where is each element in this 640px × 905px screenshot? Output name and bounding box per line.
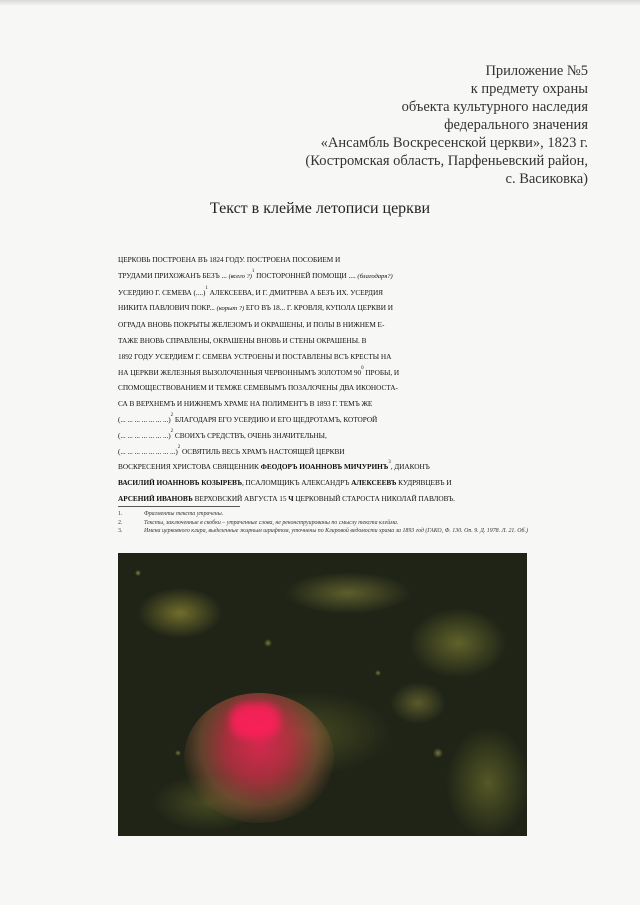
header-line: (Костромская область, Парфеньевский район, [305,153,588,169]
bold-name: АРСЕНИЙ ИВАНОВЪ [118,493,193,503]
footnote-ref: 3 [388,460,391,466]
photo-speckles [118,553,527,836]
italic-note: (корыт ?) [216,305,245,313]
text-span: ТАЖЕ ВНОВЬ СПРАВЛЕНЫ, ОКРАШЕНЫ ВНОВЬ И СТЕНЫ ОКРАШЕНЫ. В [118,335,367,345]
text-span: (... ... ... ... ... ... ...) [118,430,171,440]
italic-note: (всего ?) [228,272,252,280]
text-span: 1892 ГОДУ УСЕРДИЕМ Г. СЕМЕВА УСТРОЕНЫ И ПОСТАВЛЕНЫ ВСЪ КРЕСТЫ НА [118,351,392,361]
text-span: АЛЕКСЕЕВА, И Г. ДМИТРЕВА А БЕЗЪ ИХ. УСЕРДИЯ [207,287,383,297]
text-span: , ПСАЛОМЩИКЪ АЛЕКСАНДРЪ [241,478,352,488]
chronicle-line [118,459,538,475]
chronicle-line [118,333,538,349]
text-span: (... ... ... ... ... ... ...) [118,414,171,424]
text-span: СА В ВЕРХНЕМЪ И НИЖНЕМЪ ХРАМЕ НА ПОЛИМЕНТЪ В 1893 Г. ТЕМЪ ЖЕ [118,399,373,409]
text-span: УСЕРДИЮ Г. СЕМЕВА (....) [118,287,206,297]
chronicle-line [118,444,538,460]
text-span: ВЕРХОВСКИЙ АВГУСТА 15 [192,493,289,503]
text-span: ВОСКРЕСЕНИЯ ХРИСТОВА СВЯЩЕННИК [118,462,261,472]
header-line: федерального значения [444,117,588,133]
bold-name: Ч [288,493,294,503]
chronicle-line [118,300,538,317]
text-span: КУДРЯВЦЕВЪ И [396,478,452,488]
footnote-text: Фрагменты текста утрачены. [144,511,224,517]
chronicle-line [118,428,538,444]
header-line: объекта культурного наследия [401,99,588,115]
text-span: БЛАГОДАРЯ ЕГО УСЕРДИЮ И ЕГО ЩЕДРОТАМЪ, КОТОРОЙ [173,414,378,424]
chronicle-line [118,317,538,333]
chronicle-photo [118,553,527,836]
photo-red-core [230,703,280,739]
text-span: ОГРАДА ВНОВЬ ПОКРЫТЫ ЖЕЛЕЗОМЪ И ОКРАШЕНЫ, И ПОЛЫ В НИЖНЕМ Е- [118,320,385,330]
italic-note: (благодаря?) [357,272,393,280]
chronicle-line [118,475,538,491]
appendix-header [305,62,588,188]
footnotes [118,510,543,536]
text-span: ОСВЯТИЛЬ ВЕСЬ ХРАМЪ НАСТОЯЩЕЙ ЦЕРКВИ [180,446,345,456]
chronicle-line [118,380,538,396]
footnote-number: 2. [118,519,123,526]
degree-mark: 0 [361,365,364,371]
header-line: к предмету охраны [470,81,588,97]
chronicle-line [118,252,538,268]
footnote-text: Тексты, заключенные в скобки – утраченные слова, не реконструированы по смыслу текста клейма. [144,519,399,526]
header-line: «Ансамбль Воскресенской церкви», 1823 г. [320,135,588,151]
text-span: (... ... ... ... ... ... ... ...) [118,446,178,456]
text-span: НИКИТА ПАВЛОВИЧ ПОКР... [118,303,217,313]
text-span: ЦЕРКОВНЫЙ СТАРОСТА НИКОЛАЙ ПАВЛОВЪ. [293,493,455,503]
chronicle-line [118,491,538,507]
text-span: ПРОБЫ, И [363,367,400,377]
text-span: , ДИАКОНЪ [390,462,430,472]
footnote-divider [118,506,240,507]
text-span: НА ЦЕРКВИ ЖЕЛЕЗНЫЯ ВЫЗОЛОЧЕННЫЯ ЧЕРВОННЫМЪ ЗОЛОТОМ 90 [118,367,362,377]
text-span: СВОИХЪ СРЕДСТВЪ, ОЧЕНЬ ЗНАЧИТЕЛЬНЫ, [173,430,327,440]
footnote-ref: 2 [170,428,174,434]
document-title: Текст в клейме летописи церкви [209,200,431,217]
footnote-number: 3. [118,528,123,535]
header-line: Приложение №5 [485,63,588,79]
text-span: ЦЕРКОВЬ ПОСТРОЕНА ВЪ 1824 ГОДУ. ПОСТРОЕНА ПОСОБИЕМ И [118,255,341,264]
text-span: ЕГО ВЪ 18... Г. КРОВЛЯ, КУПОЛА ЦЕРКВИ И [244,303,393,313]
footnote-text: Имена церковного клира, выделенные жирным шрифтом, уточнены по Клировой ведомости храма за 1893 год (ГАКО, Ф. 130. Оп. 9. Д. 1978. Л. 21. Об.) [144,528,528,535]
text-span: ПОСТОРОННЕЙ ПОМОЩИ .... [254,270,356,280]
bold-name: ФЕОДОРЪ ИОАННОВЪ МИЧУРИНЪ [260,462,389,472]
header-line: с. Васиковка) [505,171,588,187]
chronicle-line [118,268,538,285]
chronicle-line [118,285,538,301]
footnote [118,519,543,528]
text-span: ТРУДАМИ ПРИХОЖАНЪ БЕЗЪ ... [118,270,227,280]
chronicle-text [118,252,538,507]
chronicle-line [118,365,538,381]
chronicle-line [118,349,538,365]
footnote-number: 1. [118,511,123,517]
footnote [118,510,543,519]
bold-name: АЛЕКСЕЕВЪ [351,478,397,488]
footnote [118,527,543,536]
scan-edge [0,0,640,6]
footnote-ref: 1 [251,268,255,274]
bold-name: ВАСИЛИЙ ИОАННОВЪ КОЗЫРЕВЪ [118,478,242,488]
footnote-ref: 2 [177,444,181,450]
footnote-ref: 2 [170,412,174,418]
chronicle-line [118,412,538,428]
chronicle-line [118,396,538,412]
footnote-ref: 1 [205,285,208,291]
text-span: СПОМОЩЕСТВОВАНИЕМ И ТЕМЖЕ СЕМЕВЫМЪ ПОЗАЛОЧЕНЫ ДВА ИКОНОСТА- [118,383,398,393]
